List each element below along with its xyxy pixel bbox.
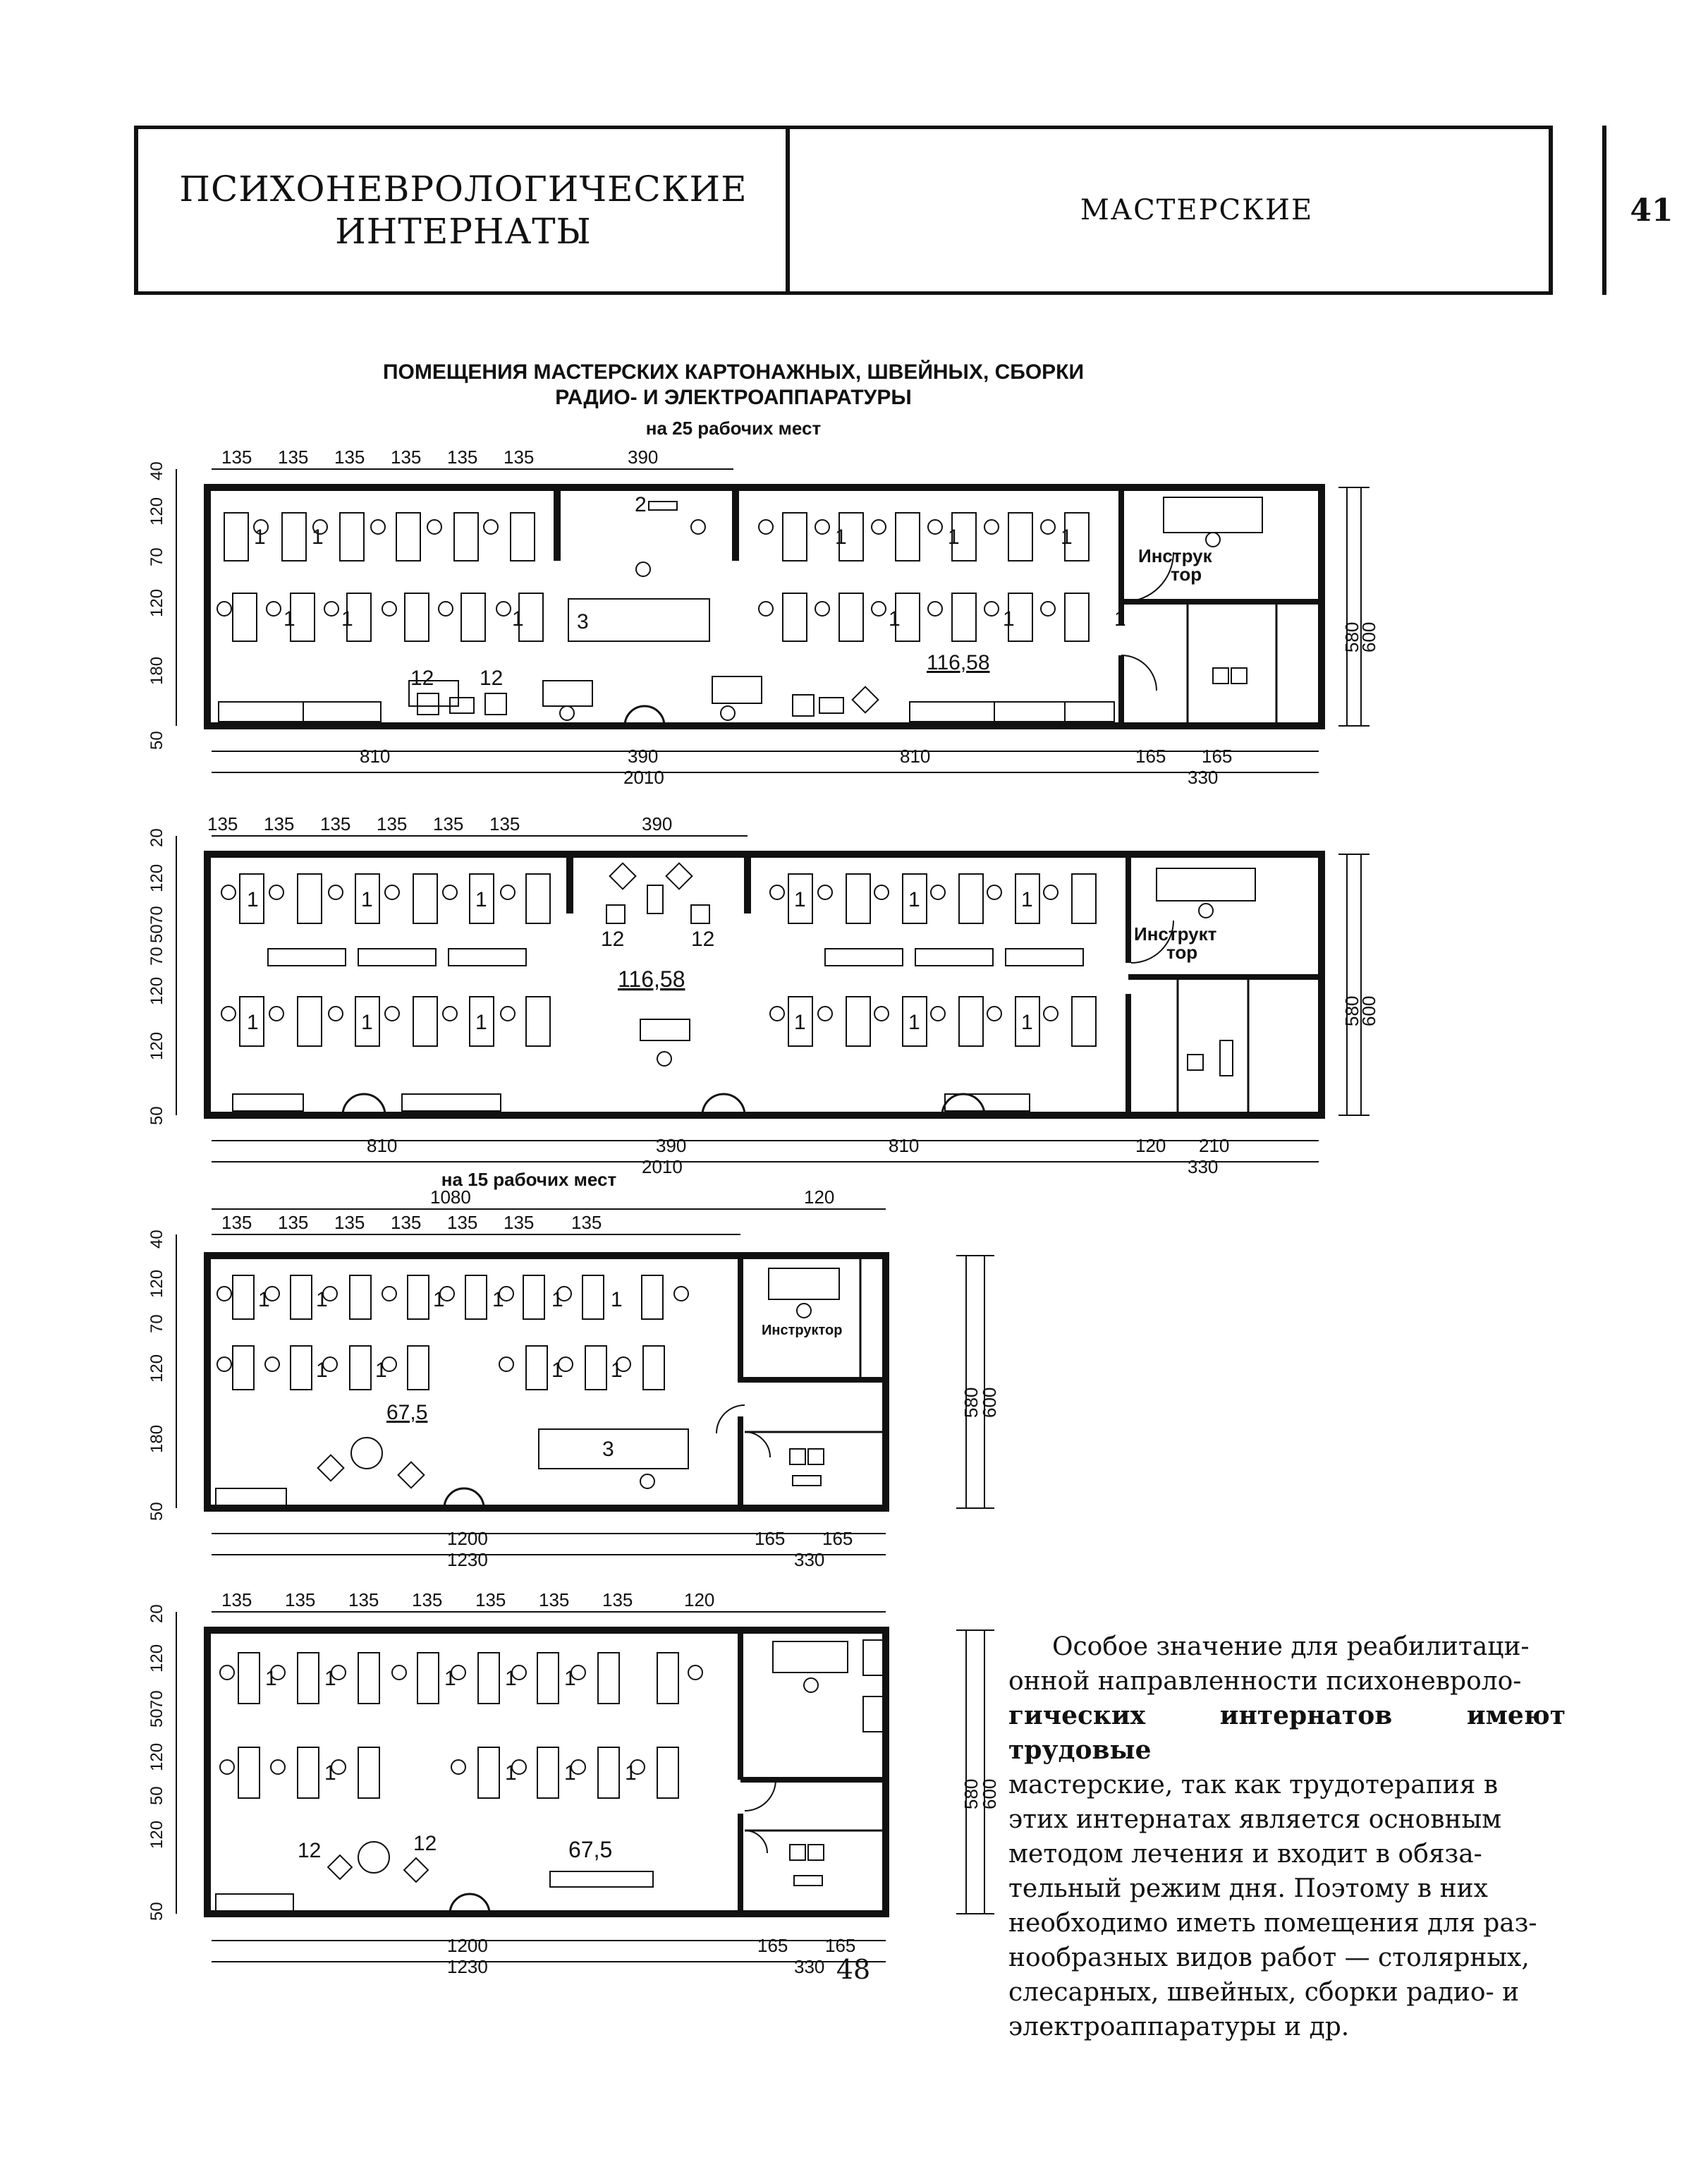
mark-1: 1 <box>1021 1011 1033 1034</box>
floor-plan-25-a <box>134 447 1379 818</box>
mark-3: 3 <box>602 1438 614 1461</box>
room-area: 67,5 <box>568 1837 613 1862</box>
mark-12: 12 <box>298 1839 322 1862</box>
bench-row-1 <box>221 874 1096 923</box>
mark-12: 12 <box>601 928 625 951</box>
dim: 135 <box>334 1212 365 1233</box>
dim: 2010 <box>642 1156 683 1177</box>
mark-1: 1 <box>492 1288 504 1311</box>
text-line: этих интернатах является основным <box>1008 1805 1502 1834</box>
dim: 70 <box>147 906 166 925</box>
mark-12: 12 <box>410 667 434 690</box>
dim: 135 <box>285 1589 316 1610</box>
mark-1: 1 <box>312 526 324 549</box>
marks <box>258 1288 623 1461</box>
floor-plan-15-b <box>134 1591 1023 1989</box>
dim: 1200 <box>447 1528 488 1549</box>
mark-1: 1 <box>551 1359 563 1382</box>
mark-1: 1 <box>908 888 920 911</box>
mark-1: 1 <box>505 1667 517 1690</box>
marks <box>254 493 1126 690</box>
dim: 50 <box>147 924 166 943</box>
left-dims <box>147 1604 166 1921</box>
dim-580: 580 <box>960 1387 982 1418</box>
room-label: Инструктор <box>762 1323 843 1338</box>
text-line: Особое значение для реабилитаци- <box>1052 1632 1530 1661</box>
mark-1: 1 <box>324 1667 336 1690</box>
mark-1: 1 <box>505 1761 517 1785</box>
room-label-line1: Инструкт <box>1134 923 1217 945</box>
dim: 135 <box>571 1212 602 1233</box>
header-subject: МАСТЕРСКИЕ <box>1080 194 1314 226</box>
dim: 810 <box>889 1135 920 1156</box>
dim-580: 580 <box>1341 621 1362 652</box>
mark-1: 1 <box>361 1011 373 1034</box>
dim: 135 <box>207 813 238 834</box>
dim: 165 <box>1202 746 1233 767</box>
mark-1: 1 <box>247 1011 259 1034</box>
mark-3: 3 <box>577 610 589 633</box>
dim: 120 <box>684 1589 715 1610</box>
mark-1: 1 <box>265 1667 277 1690</box>
dim: 135 <box>264 813 295 834</box>
marks <box>265 1667 637 1862</box>
dim: 135 <box>412 1589 443 1610</box>
body-paragraph <box>1008 1629 1566 2044</box>
text-line: онной направленности психоневроло- <box>1008 1667 1522 1696</box>
mark-1: 1 <box>611 1359 623 1382</box>
mark-1: 1 <box>1021 888 1033 911</box>
dim: 40 <box>147 461 166 480</box>
mark-1: 1 <box>375 1359 387 1382</box>
mark-1: 1 <box>324 1761 336 1785</box>
dim: 120 <box>147 1742 166 1771</box>
mark-1: 1 <box>625 1761 637 1785</box>
dim: 390 <box>642 813 673 834</box>
dim: 120 <box>804 1186 835 1208</box>
dim: 1230 <box>447 1956 488 1977</box>
mark-2: 2 <box>635 493 647 516</box>
dim: 135 <box>377 813 408 834</box>
dim: 135 <box>475 1589 506 1610</box>
mark-1: 1 <box>254 526 266 549</box>
dim: 50 <box>147 1786 166 1805</box>
room-label-line2: тор <box>1171 564 1202 585</box>
dim: 120 <box>147 863 166 892</box>
bench-row-2 <box>221 997 1096 1046</box>
dim: 390 <box>628 447 659 468</box>
dim: 135 <box>348 1589 379 1610</box>
mark-1: 1 <box>564 1667 576 1690</box>
dim: 70 <box>147 1690 166 1709</box>
dim: 120 <box>147 1354 166 1383</box>
mark-1: 1 <box>258 1288 270 1311</box>
dim: 50 <box>147 1106 166 1125</box>
dim: 135 <box>391 447 422 468</box>
dim: 120 <box>147 1644 166 1673</box>
text-line: гических интернатов имеют трудовые <box>1008 1701 1566 1765</box>
mark-1: 1 <box>512 607 524 631</box>
dim: 135 <box>278 1212 309 1233</box>
dim: 135 <box>433 813 464 834</box>
room-area: 116,58 <box>618 966 685 992</box>
dim: 1080 <box>430 1186 471 1208</box>
dim: 120 <box>147 1269 166 1298</box>
dim: 120 <box>1135 1135 1166 1156</box>
header-divider-1 <box>786 126 790 295</box>
top-dims <box>221 1212 602 1233</box>
mark-1: 1 <box>283 607 295 631</box>
dim: 135 <box>504 447 535 468</box>
dim: 135 <box>489 813 520 834</box>
top-dims <box>221 1589 714 1610</box>
dim: 165 <box>825 1935 856 1956</box>
floor-plan-15-a <box>134 1186 1023 1576</box>
figure-subtitle-25: на 25 рабочих мест <box>645 418 822 439</box>
dim: 120 <box>147 497 166 526</box>
dim-600: 600 <box>1358 995 1379 1026</box>
header-divider-2 <box>1602 126 1606 295</box>
tables-mid <box>268 949 1083 966</box>
dim: 135 <box>539 1589 570 1610</box>
mark-1: 1 <box>475 888 487 911</box>
room-label-line1: Инструк <box>1138 545 1212 566</box>
dim: 135 <box>504 1212 535 1233</box>
mark-1: 1 <box>948 526 960 549</box>
figure-title <box>268 360 1199 411</box>
figure-subtitle-15: на 15 рабочих мест <box>441 1169 617 1190</box>
left-dims <box>147 461 166 750</box>
mark-1: 1 <box>341 607 353 631</box>
dim-580: 580 <box>1341 995 1362 1026</box>
dim: 210 <box>1199 1135 1230 1156</box>
left-dims <box>147 1230 166 1521</box>
header-section-line1: ПСИХОНЕВРОЛОГИЧЕСКИЕ <box>179 169 748 210</box>
mark-1: 1 <box>835 526 847 549</box>
sheet-header <box>135 126 1673 295</box>
dim: 180 <box>147 1424 166 1453</box>
dim: 50 <box>147 731 166 750</box>
dim: 135 <box>221 1212 252 1233</box>
dim: 810 <box>360 746 391 767</box>
dim: 50 <box>147 1708 166 1728</box>
mark-12: 12 <box>480 667 504 690</box>
text-line: мастерские, так как трудотерапия в <box>1008 1771 1499 1799</box>
bench-row-1 <box>220 1653 702 1704</box>
dim: 330 <box>1188 767 1219 788</box>
mark-1: 1 <box>908 1011 920 1034</box>
dim: 390 <box>628 746 659 767</box>
mark-1: 1 <box>316 1359 328 1382</box>
dim: 135 <box>278 447 309 468</box>
dim: 20 <box>147 828 166 847</box>
room-area: 116,58 <box>927 651 990 674</box>
dim: 810 <box>900 746 931 767</box>
room-area: 67,5 <box>386 1401 428 1424</box>
mark-1: 1 <box>475 1011 487 1034</box>
mark-1: 1 <box>794 1011 806 1034</box>
dim: 20 <box>147 1604 166 1623</box>
dim: 135 <box>334 447 365 468</box>
top-dims <box>221 447 658 468</box>
dim-600: 600 <box>979 1387 1000 1418</box>
dim: 135 <box>391 1212 422 1233</box>
text-line: методом лечения и входит в обяза- <box>1008 1840 1482 1869</box>
dim: 165 <box>822 1528 853 1549</box>
text-line: слесарных, швейных, сборки радио- и <box>1008 1978 1520 2007</box>
dim: 2010 <box>623 767 664 788</box>
dim: 1230 <box>447 1549 488 1570</box>
dim-600: 600 <box>1358 621 1379 652</box>
dim: 135 <box>320 813 351 834</box>
page-number: 48 <box>836 1954 871 1985</box>
mark-1: 1 <box>247 888 259 911</box>
text-line: электроаппаратуры и др. <box>1008 2013 1350 2041</box>
dim: 135 <box>447 1212 478 1233</box>
top-dims <box>207 813 672 834</box>
text-line: необходимо иметь помещения для раз- <box>1008 1909 1537 1938</box>
dim: 135 <box>447 447 478 468</box>
text-line: нообразных видов работ — столярных, <box>1008 1943 1530 1972</box>
mark-1: 1 <box>433 1288 445 1311</box>
mark-1: 1 <box>889 607 901 631</box>
mark-1: 1 <box>316 1288 328 1311</box>
header-section-title <box>142 129 784 291</box>
text-line: тельный режим дня. Поэтому в них <box>1008 1874 1488 1903</box>
dim: 70 <box>147 547 166 566</box>
mark-1: 1 <box>564 1761 576 1785</box>
dim: 120 <box>147 976 166 1005</box>
mark-1: 1 <box>611 1288 623 1311</box>
figure-title-line2: РАДИО- И ЭЛЕКТРОАППАРАТУРЫ <box>555 386 912 409</box>
dim: 70 <box>147 947 166 966</box>
dim: 135 <box>221 447 252 468</box>
floor-plan-25-b <box>134 813 1379 1184</box>
dim: 40 <box>147 1230 166 1249</box>
dim: 135 <box>602 1589 633 1610</box>
mark-1: 1 <box>551 1288 563 1311</box>
mark-1: 1 <box>1114 607 1126 631</box>
bench-row-2 <box>220 1747 678 1798</box>
mark-1: 1 <box>1003 607 1015 631</box>
dim: 120 <box>147 588 166 617</box>
dim: 165 <box>755 1528 786 1549</box>
mark-1: 1 <box>794 888 806 911</box>
dim: 50 <box>147 1902 166 1921</box>
dim: 810 <box>367 1135 398 1156</box>
dim-580: 580 <box>960 1778 982 1809</box>
mark-1: 1 <box>361 888 373 911</box>
dim: 50 <box>147 1502 166 1521</box>
dim: 1200 <box>447 1935 488 1956</box>
mark-12: 12 <box>691 928 715 951</box>
dim: 330 <box>1188 1156 1219 1177</box>
dim: 165 <box>757 1935 788 1956</box>
dim: 120 <box>147 1820 166 1849</box>
room-label-line2: тор <box>1166 942 1198 963</box>
header-border-left <box>134 126 138 295</box>
figure-title-line1: ПОМЕЩЕНИЯ МАСТЕРСКИХ КАРТОНАЖНЫХ, ШВЕЙНЫХ, СБОРКИ <box>382 360 1085 384</box>
dim: 120 <box>147 1031 166 1060</box>
dim: 330 <box>794 1956 825 1977</box>
dim: 165 <box>1135 746 1166 767</box>
dim: 390 <box>656 1135 687 1156</box>
dim: 135 <box>221 1589 252 1610</box>
bench-row-2 <box>217 1346 664 1390</box>
dim: 180 <box>147 656 166 685</box>
dim: 70 <box>147 1314 166 1333</box>
mark-1: 1 <box>444 1667 456 1690</box>
dim: 330 <box>794 1549 825 1570</box>
mark-1: 1 <box>1061 526 1073 549</box>
header-section-line2: ИНТЕРНАТЫ <box>335 211 592 252</box>
header-sheet-number: 41 <box>1630 192 1673 229</box>
mark-12: 12 <box>413 1832 437 1855</box>
left-dims <box>147 828 166 1125</box>
dim-600: 600 <box>979 1778 1000 1809</box>
